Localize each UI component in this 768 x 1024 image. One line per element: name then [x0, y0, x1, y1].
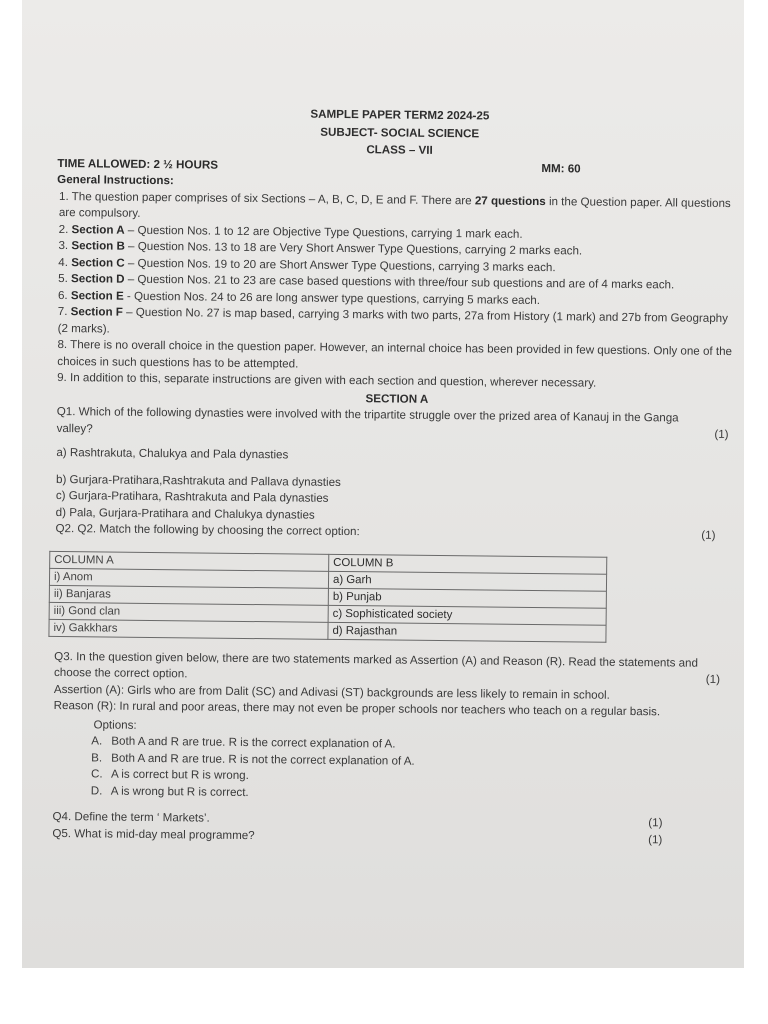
question-3-text: Q3. In the question given below, there are two statements marked as Assertion (A) and Reason (R). Read the statements and choose the correct option.: [53, 649, 699, 681]
match-table: [48, 550, 607, 642]
table-cell: ii) Banjaras: [49, 585, 328, 605]
time-allowed: TIME ALLOWED: 2 ½ HOURS: [57, 156, 219, 172]
q3-options-label: Options:: [93, 717, 137, 732]
q3-option-b: B. Both A and R are true. R is not the correct explanation of A.: [91, 750, 415, 768]
instruction-3: 3. Section B – Question Nos. 13 to 18 are Very Short Answer Type Questions, carrying 2 marks each.: [58, 238, 583, 258]
instruction-8: 8. There is no overall choice in the question paper. However, an internal choice has been provided in few questions. Only one of the choices in such questions has to be attempted.: [57, 337, 733, 371]
question-1: [57, 404, 737, 444]
question-5-text: Q5. What is mid-day meal programme?: [52, 826, 255, 842]
instruction-4: 4. Section C – Question Nos. 19 to 20 are Short Answer Type Questions, carrying 3 marks each.: [58, 255, 556, 274]
instructions-heading: General Instructions:: [57, 172, 174, 188]
question-1-marks: (1): [714, 427, 729, 442]
paper-class: CLASS – VII: [366, 143, 433, 157]
table-cell: b) Punjab: [328, 588, 606, 608]
table-cell: d) Rajasthan: [328, 622, 606, 642]
table-cell: iv) Gakkhars: [49, 619, 328, 639]
q3-option-d: D. A is wrong but R is correct.: [90, 783, 249, 799]
question-3-marks: (1): [705, 672, 721, 686]
exam-paper-sheet: [22, 0, 744, 968]
instruction-9: 9. In addition to this, separate instructions are given with each section and question, wherever necessary.: [57, 370, 597, 390]
question-4-marks: (1): [648, 816, 663, 830]
q1-option-a: a) Rashtrakuta, Chalukya and Pala dynasties: [56, 445, 289, 462]
reason-text: Reason (R): In rural and poor areas, there may not even be proper schools nor teachers who teach on a regular basis.: [53, 698, 661, 719]
q3-option-c: C. A is correct but R is wrong.: [90, 767, 249, 783]
paper-content: [52, 104, 740, 849]
instruction-7: 7. Section F – Question No. 27 is map based, carrying 3 marks with two parts, 27a from History (1 mark) and 27b from Geography (2 marks).: [57, 304, 728, 336]
instruction-6: 6. Section E - Question Nos. 24 to 26 are long answer type questions, carrying 5 marks each.: [57, 288, 541, 307]
instruction-2: 2. Section A – Question Nos. 1 to 12 are Objective Type Questions, carrying 1 mark each.: [58, 222, 523, 241]
paper-title: SAMPLE PAPER TERM2 2024-25: [310, 107, 490, 123]
table-cell: a) Garh: [328, 571, 606, 591]
question-2-marks: (1): [701, 528, 716, 542]
question-5-marks: (1): [648, 832, 663, 846]
q1-option-b: b) Gurjara-Pratihara,Rashtrakuta and Pallava dynasties: [56, 472, 341, 489]
question-4-text: Q4. Define the term ‘ Markets’.: [52, 809, 210, 825]
q1-option-d: d) Pala, Gurjara-Pratihara and Chalukya dynasties: [55, 505, 315, 522]
table-cell: c) Sophisticated society: [328, 605, 606, 625]
table-cell: iii) Gond clan: [49, 602, 328, 622]
section-a-heading: SECTION A: [365, 391, 429, 406]
table-header-col-a: COLUMN A: [50, 551, 329, 571]
table-header-col-b: COLUMN B: [329, 554, 607, 574]
paper-subject: SUBJECT- SOCIAL SCIENCE: [320, 125, 480, 140]
assertion-text: Assertion (A): Girls who are from Dalit (SC) and Adivasi (ST) backgrounds are less likely to remain in school.: [53, 682, 610, 702]
q3-option-a: A. Both A and R are true. R is the correct explanation of A.: [91, 734, 396, 751]
question-1-text: Q1. Which of the following dynasties were involved with the tripartite struggle over the prized area of Kanauj in the Ganga valley?: [56, 404, 679, 435]
table-cell: i) Anom: [49, 568, 328, 588]
question-2-text: Q2. Q2. Match the following by choosing the correct option:: [55, 521, 360, 539]
instruction-1: 1. The question paper comprises of six Sections – A, B, C, D, E and F. There are 27 questions in the Question paper. All questions are compulsory.: [58, 189, 731, 220]
q1-option-c: c) Gurjara-Pratihara, Rashtrakuta and Pala dynasties: [55, 488, 329, 505]
instruction-5: 5. Section D – Question Nos. 21 to 23 are case based questions with three/four sub questions and are of 4 marks each.: [58, 271, 675, 292]
max-marks: MM: 60: [541, 161, 581, 175]
